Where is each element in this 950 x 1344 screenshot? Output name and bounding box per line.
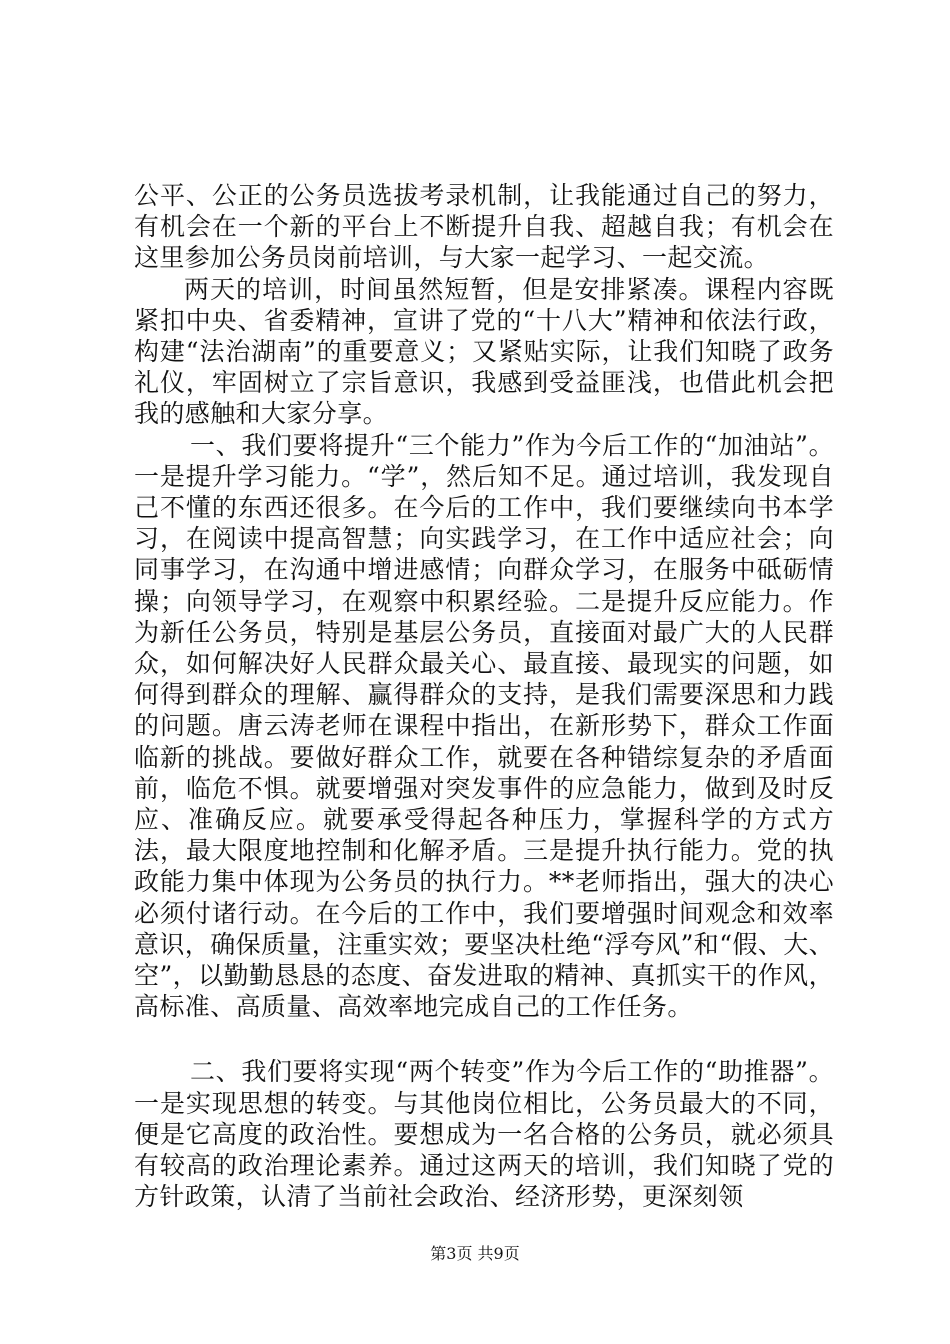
paragraph-3: 一、我们要将提升“三个能力”作为今后工作的“加油站”。一是提升学习能力。“学”，然后知不足。通过培训，我发现自己不懂的东西还很多。在今后的工作中，我们要继续向书本学习，在阅读中提高智慧；向实践学习，在工作中适应社会；向同事学习，在沟通中增进感情；向群众学习，在服务中砥砺情操；向领导学习，在观察中积累经验。二是提升反应能力。作为新任公务员，特别是基层公务员，直接面对最广大的人民群众，如何解决好人民群众最关心、最直接、最现实的问题，如何得到群众的理解、赢得群众的支持，是我们需要深思和力践的问题。唐云涛老师在课程中指出，在新形势下，群众工作面临新的挑战。要做好群众工作，就要在各种错综复杂的矛盾面前，临危不惧。就要增强对突发事件的应急能力，做到及时反应、准确反应。就要承受得起各种压力，掌握科学的方式方法，最大限度地控制和化解矛盾。三是提升执行能力。党的执政能力集中体现为公务员的执行力。**老师指出，强大的决心必须付诸行动。在今后的工作中，我们要增强时间观念和效率意识，确保质量，注重实效；要坚决杜绝“浮夸风”和“假、大、空”，以勤勤恳恳的态度、奋发进取的精神、真抓实干的作风，高标准、高质量、高效率地完成自己的工作任务。 — [134, 430, 834, 1022]
page-footer: 第3页 共9页 — [430, 1244, 520, 1263]
paragraph-4: 二、我们要将实现“两个转变”作为今后工作的“助推器”。一是实现思想的转变。与其他岗位相比，公务员最大的不同，便是它高度的政治性。要想成为一名合格的公务员，就必须具有较高的政治理论素养。通过这两天的培训，我们知晓了党的方针政策，认清了当前社会政治、经济形势，更深刻领 — [134, 1057, 834, 1212]
paragraph-spacer — [134, 1022, 834, 1056]
paragraph-2: 两天的培训，时间虽然短暂，但是安排紧凑。课程内容既紧扣中央、省委精神，宣讲了党的“十八大”精神和依法行政，构建“法治湖南”的重要意义；又紧贴实际，让我们知晓了政务礼仪，牢固树立了宗旨意识，我感到受益匪浅，也借此机会把我的感触和大家分享。 — [134, 274, 834, 429]
document-body — [134, 180, 834, 1213]
paragraph-1: 公平、公正的公务员选拔考录机制，让我能通过自己的努力，有机会在一个新的平台上不断提升自我、超越自我；有机会在这里参加公务员岗前培训，与大家一起学习、一起交流。 — [134, 181, 834, 273]
